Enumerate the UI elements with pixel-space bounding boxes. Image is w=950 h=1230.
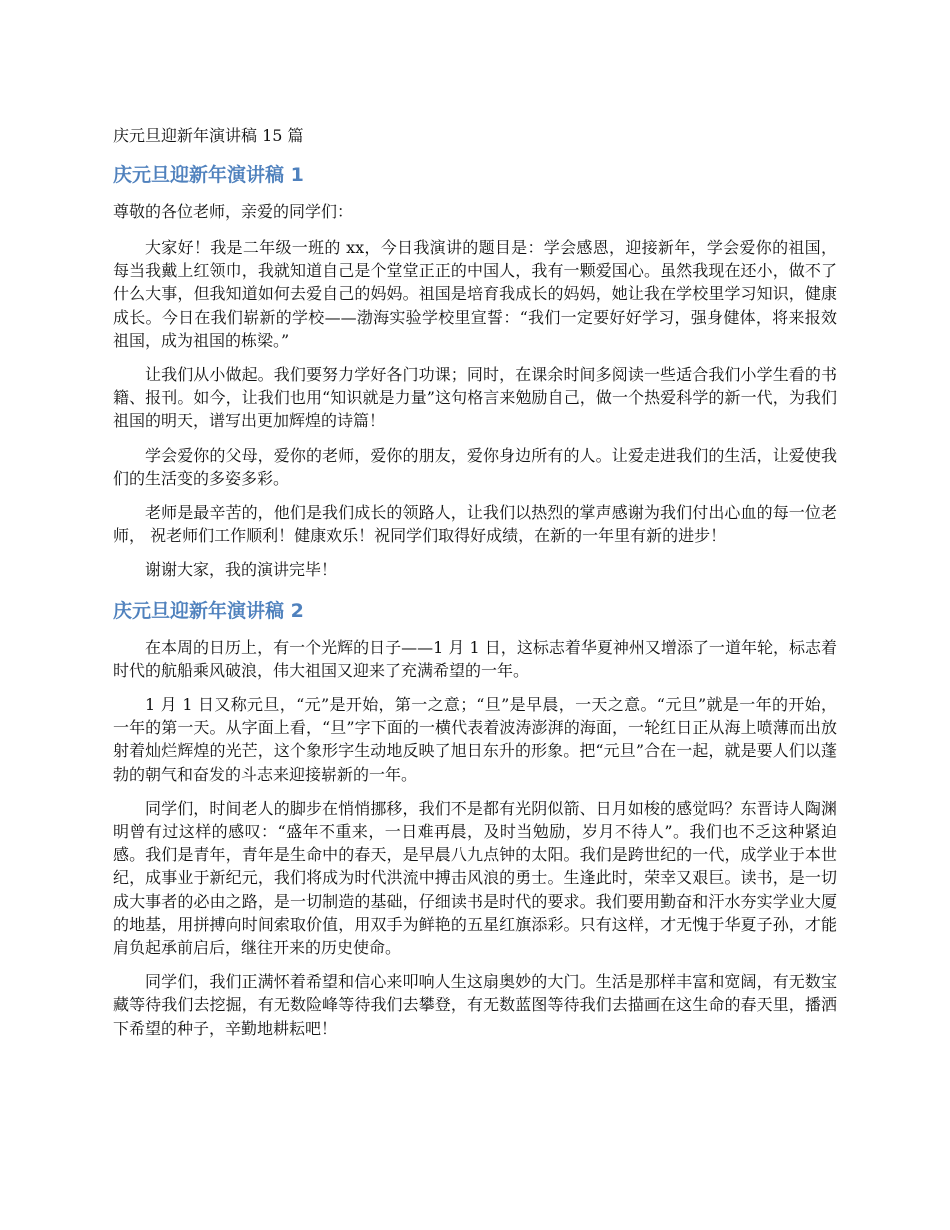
paragraph: 让我们从小做起。我们要努力学好各门功课；同时，在课余时间多阅读一些适合我们小学生看的书籍、报刊。如今，让我们也用“知识就是力量”这句格言来勉励自己，做一个热爱科学的新一代，为我们祖国的明天，谱写出更加辉煌的诗篇！ (113, 365, 837, 431)
paragraph: 同学们，时间老人的脚步在悄悄挪移，我们不是都有光阴似箭、日月如梭的感觉吗？东晋诗人陶渊明曾有过这样的感叹：“盛年不重来，一日难再晨，及时当勉励，岁月不待人”。我们也不乏这种紧迫感。我们是青年，青年是生命中的春天，是早晨八九点钟的太阳。我们是跨世纪的一代，成学业于本世纪，成事业于新纪元，我们将成为时代洪流中搏击风浪的勇士。生逢此时，荣幸又艰巨。读书，是一切成大事者的必由之路，是一切制造的基础，仔细读书是时代的要求。我们要用勤奋和汗水夯实学业大厦的地基，用拼搏向时间索取价值，用双手为鲜艳的五星红旗添彩。只有这样，才无愧于华夏子孙，才能肩负起承前启后，继往开来的历史使命。 (113, 798, 837, 958)
paragraph: 大家好！我是二年级一班的 xx，今日我演讲的题目是：学会感恩，迎接新年，学会爱你的祖国，每当我戴上红领巾，我就知道自己是个堂堂正正的中国人，我有一颗爱国心。虽然我现在还小，做不了什么大事，但我知道如何去爱自己的妈妈。祖国是培育我成长的妈妈，她让我在学校里学习知识，健康成长。今日在我们崭新的学校——渤海实验学校里宣誓：“我们一定要好好学习，强身健体，将来报效祖国，成为祖国的栋梁。” (113, 238, 837, 350)
section-heading-2: 庆元旦迎新年演讲稿 2 (113, 599, 304, 622)
paragraph: 学会爱你的父母，爱你的老师，爱你的朋友，爱你身边所有的人。让爱走进我们的生活，让爱使我们的生活变的多姿多彩。 (113, 445, 837, 488)
document-page (113, 125, 837, 1051)
speech-section-2 (113, 598, 837, 1040)
paragraph: 老师是最辛苦的，他们是我们成长的领路人，让我们以热烈的掌声感谢为我们付出心血的每一位老师， 祝老师们工作顺利！健康欢乐！祝同学们取得好成绩，在新的一年里有新的进步！ (113, 503, 837, 546)
paragraph: 1 月 1 日又称元旦，“元”是开始，第一之意；“旦”是早晨，一天之意。“元旦”就是一年的开始，一年的第一天。从字面上看，“旦”字下面的一横代表着波涛澎湃的海面，一轮红日正从海上喷薄而出放射着灿烂辉煌的光芒，这个象形字生动地反映了旭日东升的形象。把“元旦”合在一起，就是要人们以蓬勃的朝气和奋发的斗志来迎接崭新的一年。 (113, 695, 837, 784)
paragraph: 同学们，我们正满怀着希望和信心来叩响人生这扇奥妙的大门。生活是那样丰富和宽阔，有无数宝藏等待我们去挖掘，有无数险峰等待我们去攀登，有无数蓝图等待我们去描画在这生命的春天里，播洒下希望的种子，辛勤地耕耘吧！ (113, 972, 837, 1038)
section-heading-1: 庆元旦迎新年演讲稿 1 (113, 164, 304, 186)
document-title: 庆元旦迎新年演讲稿 15 篇 (113, 126, 304, 145)
paragraph: 在本周的日历上，有一个光辉的日子——1 月 1 日，这标志着华夏神州又增添了一道年轮，标志着时代的航船乘风破浪，伟大祖国又迎来了充满希望的一年。 (113, 637, 837, 680)
speech-section-1 (113, 162, 837, 582)
greeting: 尊敬的各位老师，亲爱的同学们： (113, 202, 354, 221)
paragraph: 谢谢大家，我的演讲完毕！ (145, 560, 338, 580)
